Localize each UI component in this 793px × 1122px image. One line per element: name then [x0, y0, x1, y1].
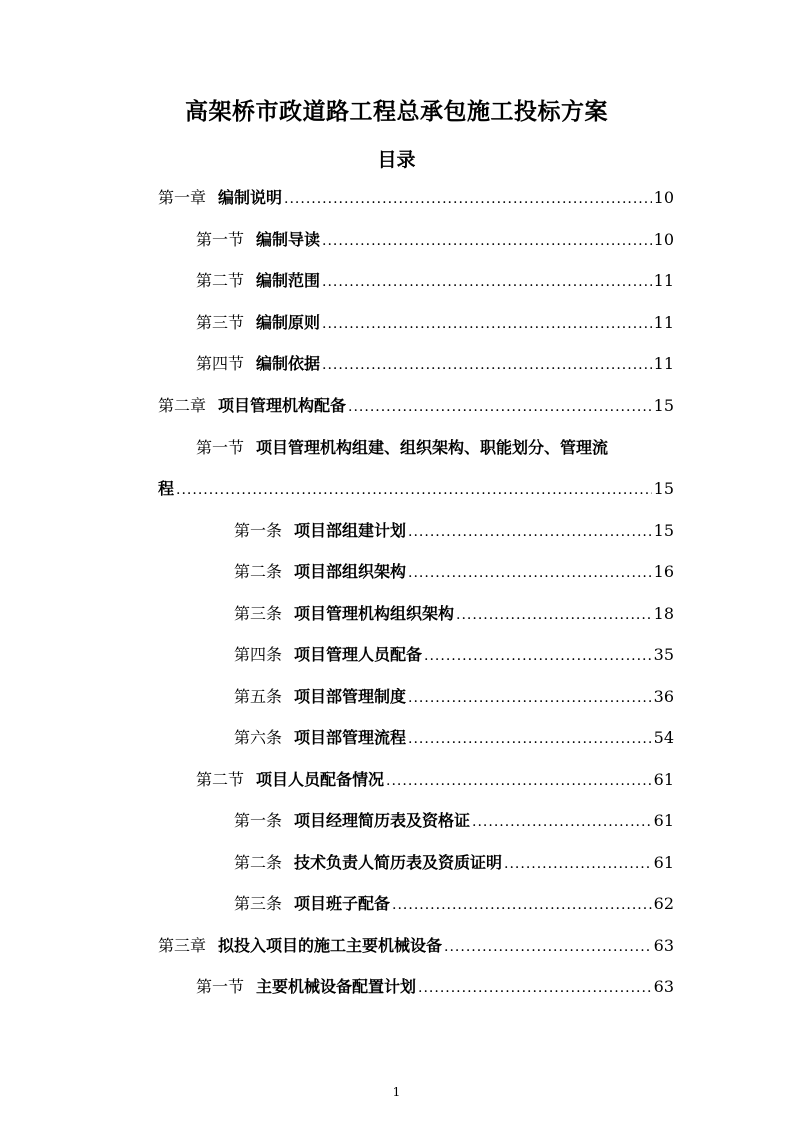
dot-leader [408, 687, 652, 709]
toc-number: 第一节 [196, 230, 245, 249]
toc-label: 项目部管理流程 [294, 728, 407, 747]
toc-label: 项目管理机构组织架构 [294, 604, 455, 623]
toc-label: 编制说明 [218, 188, 283, 207]
toc-entry-wrapped-line2[interactable] [158, 478, 674, 500]
toc-entry[interactable] [196, 312, 674, 334]
toc-number: 第一条 [234, 811, 283, 830]
toc-page-number: 10 [653, 188, 674, 207]
toc-label: 项目部管理制度 [294, 687, 407, 706]
toc-page-number: 62 [653, 894, 674, 913]
toc-entry[interactable] [234, 852, 674, 874]
toc-number: 第一章 [158, 188, 207, 207]
toc-number: 第一节 [196, 977, 245, 996]
dot-leader [408, 521, 652, 543]
toc-number: 第三条 [234, 894, 283, 913]
toc-number: 第六条 [234, 728, 283, 747]
toc-page-number: 11 [653, 354, 674, 373]
toc-number: 第五条 [234, 687, 283, 706]
toc-number: 第二条 [234, 853, 283, 872]
toc-page-number: 35 [653, 645, 674, 664]
dot-leader [322, 354, 652, 376]
toc-label: 主要机械设备配置计划 [256, 977, 417, 996]
toc-entry[interactable] [234, 644, 674, 666]
toc-label: 拟投入项目的施工主要机械设备 [218, 936, 443, 955]
toc-page-number: 10 [653, 230, 674, 249]
toc-number: 第一条 [234, 521, 283, 540]
dot-leader [424, 645, 652, 667]
toc-entry[interactable] [234, 603, 674, 625]
toc-number: 第四节 [196, 354, 245, 373]
toc-label: 编制范围 [256, 271, 321, 290]
toc-entry[interactable] [196, 229, 674, 251]
toc-entry[interactable] [234, 686, 674, 708]
toc-label: 项目人员配备情况 [256, 770, 385, 789]
toc-number: 第二条 [234, 562, 283, 581]
toc-entry-wrapped-line1[interactable] [196, 437, 674, 459]
dot-leader [322, 313, 652, 335]
toc-entry[interactable] [234, 893, 674, 915]
dot-leader [386, 770, 652, 792]
toc-entry[interactable] [234, 520, 674, 542]
toc-entry[interactable] [158, 395, 674, 417]
dot-leader [472, 811, 652, 833]
toc-page-number: 63 [653, 977, 674, 996]
toc-page-number: 61 [653, 853, 674, 872]
dot-leader [392, 894, 652, 916]
toc-page-number: 36 [653, 687, 674, 706]
toc-page-number: 11 [653, 313, 674, 332]
toc-heading: 目录 [377, 149, 416, 171]
toc-page-number: 11 [653, 271, 674, 290]
dot-leader [456, 604, 652, 626]
toc-entry[interactable] [158, 935, 674, 957]
toc-page-number: 15 [653, 479, 674, 498]
toc-label: 编制依据 [256, 354, 321, 373]
toc-page-number: 61 [653, 770, 674, 789]
dot-leader [418, 977, 652, 999]
dot-leader [284, 188, 652, 210]
toc-number: 第二章 [158, 396, 207, 415]
toc-page-number: 16 [653, 562, 674, 581]
toc-entry[interactable] [158, 187, 674, 209]
toc-page-number: 15 [653, 521, 674, 540]
page-footer-number: 1 [392, 1085, 401, 1099]
toc-entry[interactable] [234, 810, 674, 832]
toc-number: 第四条 [234, 645, 283, 664]
dot-leader [322, 271, 652, 293]
dot-leader [504, 853, 652, 875]
toc-number: 第一节 [196, 438, 245, 457]
toc-page-number: 63 [653, 936, 674, 955]
toc-label: 编制原则 [256, 313, 321, 332]
toc-page-number: 54 [653, 728, 674, 747]
toc-label: 技术负责人简历表及资质证明 [294, 853, 503, 872]
toc-page-number: 61 [653, 811, 674, 830]
toc-entry[interactable] [196, 976, 674, 998]
toc-entry[interactable] [196, 769, 674, 791]
toc-label: 项目经理简历表及资格证 [294, 811, 471, 830]
toc-number: 第三章 [158, 936, 207, 955]
dot-leader [348, 396, 652, 418]
dot-leader [322, 230, 652, 252]
toc-entry[interactable] [234, 561, 674, 583]
dot-leader [408, 728, 652, 750]
toc-label: 编制导读 [256, 230, 321, 249]
toc-label: 项目管理机构组建、组织架构、职能划分、管理流 [256, 438, 609, 457]
toc-number: 第二节 [196, 770, 245, 789]
toc-page-number: 15 [653, 396, 674, 415]
toc-entry[interactable] [196, 270, 674, 292]
toc-number: 第三节 [196, 313, 245, 332]
toc-number: 第三条 [234, 604, 283, 623]
toc-number: 第二节 [196, 271, 245, 290]
toc-entry[interactable] [234, 727, 674, 749]
document-title: 高架桥市政道路工程总承包施工投标方案 [185, 99, 608, 125]
toc-label: 项目班子配备 [294, 894, 391, 913]
dot-leader [408, 562, 652, 584]
toc-label: 项目管理机构配备 [218, 396, 347, 415]
toc-label: 程 [158, 479, 175, 498]
toc-label: 项目管理人员配备 [294, 645, 423, 664]
toc-entry[interactable] [196, 353, 674, 375]
toc-label: 项目部组织架构 [294, 562, 407, 581]
toc-label: 项目部组建计划 [294, 521, 407, 540]
dot-leader [444, 936, 652, 958]
toc-page-number: 18 [653, 604, 674, 623]
dot-leader [176, 479, 652, 501]
